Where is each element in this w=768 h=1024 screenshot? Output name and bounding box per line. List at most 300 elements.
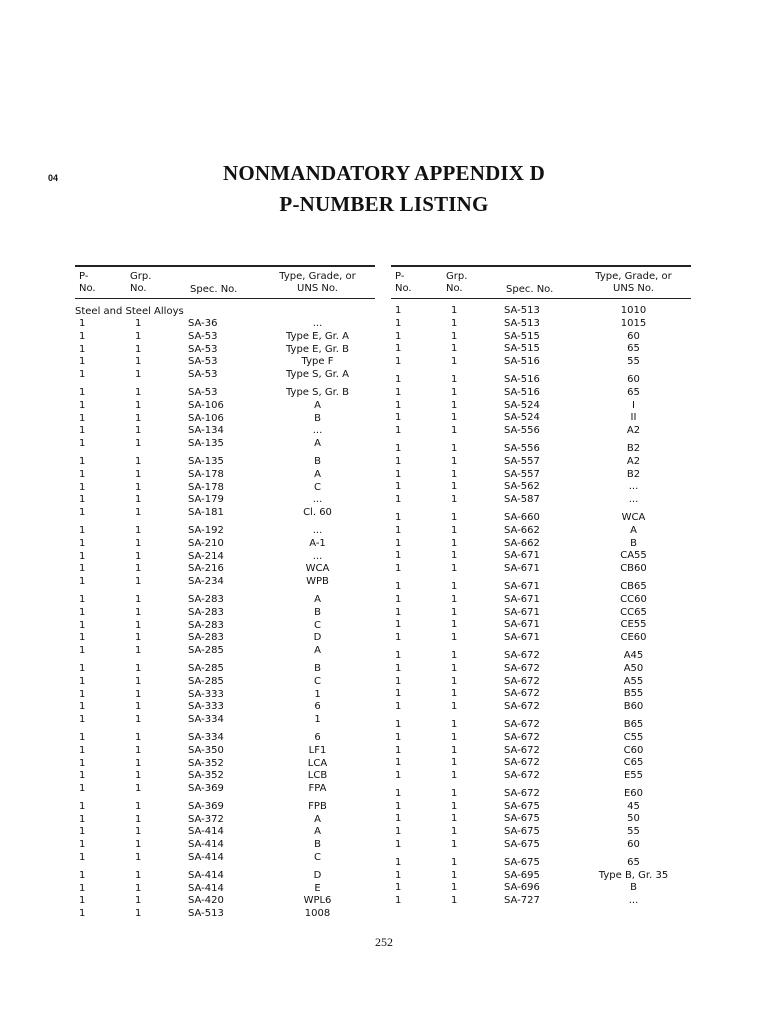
cell-spec-no: SA-334 (188, 731, 224, 743)
cell-type-grade: CC65 (620, 606, 647, 618)
cell-grp-no: 1 (451, 305, 458, 316)
table-row (391, 594, 691, 607)
cell-grp-no: 1 (135, 852, 142, 864)
cell-spec-no: SA-671 (504, 619, 540, 631)
cell-grp-no: 1 (451, 701, 458, 713)
cell-p-no: 1 (395, 813, 402, 825)
table-row (75, 594, 375, 607)
cell-spec-no: SA-662 (504, 537, 540, 549)
cell-grp-no: 1 (135, 632, 142, 644)
cell-type-grade: B2 (626, 468, 641, 480)
cell-type-grade: LF1 (308, 744, 327, 756)
cell-p-no: 1 (395, 330, 402, 342)
cell-grp-no: 1 (451, 550, 458, 562)
appendix-subtitle: P-NUMBER LISTING (279, 192, 489, 216)
cell-spec-no: SA-53 (188, 369, 218, 381)
cell-grp-no: 1 (135, 688, 142, 700)
table-row (391, 701, 691, 714)
cell-type-grade: 1015 (620, 317, 647, 329)
table-row (75, 801, 375, 814)
cell-grp-no: 1 (135, 455, 142, 467)
table-row (75, 826, 375, 839)
cell-spec-no: SA-135 (188, 438, 224, 450)
cell-p-no: 1 (395, 800, 402, 812)
cell-spec-no: SA-134 (188, 425, 224, 437)
cell-grp-no: 1 (135, 895, 142, 907)
cell-p-no: 1 (395, 787, 402, 799)
cell-grp-no: 1 (135, 593, 142, 605)
table-row (75, 732, 375, 745)
right-table (391, 265, 691, 908)
table-row (75, 607, 375, 620)
cell-grp-no: 1 (135, 550, 142, 562)
cell-grp-no: 1 (135, 714, 142, 726)
cell-p-no: 1 (395, 481, 402, 493)
cell-spec-no: SA-53 (188, 386, 218, 398)
cell-spec-no: SA-727 (504, 895, 540, 907)
cell-type-grade: 45 (627, 800, 640, 812)
header-spec-no: Spec. No. (506, 284, 554, 295)
cell-p-no: 1 (79, 619, 86, 631)
cell-grp-no: 1 (135, 537, 142, 549)
table-row (391, 563, 691, 576)
cell-grp-no: 1 (135, 425, 142, 437)
cell-spec-no: SA-178 (188, 481, 224, 493)
cell-type-grade: LCA (307, 757, 328, 769)
section-label: Steel and Steel Alloys (75, 306, 184, 317)
cell-type-grade: 55 (627, 356, 640, 368)
cell-spec-no: SA-179 (188, 494, 224, 506)
cell-grp-no: 1 (451, 524, 458, 536)
cell-type-grade: 55 (627, 826, 640, 838)
table-row (391, 895, 691, 908)
table-row (75, 369, 375, 382)
table-body (75, 318, 375, 921)
cell-p-no: 1 (79, 455, 86, 467)
cell-p-no: 1 (79, 606, 86, 618)
header-grp-no: Grp. No. (446, 271, 468, 294)
cell-spec-no: SA-672 (504, 757, 540, 769)
cell-grp-no: 1 (451, 839, 458, 851)
cell-spec-no: SA-53 (188, 330, 218, 342)
cell-grp-no: 1 (135, 330, 142, 342)
cell-type-grade: WPB (306, 576, 329, 588)
cell-p-no: 1 (395, 442, 402, 454)
table-row (391, 870, 691, 883)
cell-p-no: 1 (395, 606, 402, 618)
cell-p-no: 1 (395, 662, 402, 674)
cell-spec-no: SA-181 (188, 507, 224, 519)
cell-spec-no: SA-695 (504, 869, 540, 881)
table-row (391, 481, 691, 494)
cell-type-grade: C60 (623, 744, 644, 756)
cell-p-no: 1 (395, 305, 402, 316)
header-p-no: P- No. (395, 271, 412, 294)
cell-spec-no: SA-135 (188, 455, 224, 467)
cell-type-grade: LCB (307, 770, 328, 782)
cell-grp-no: 1 (451, 593, 458, 605)
cell-p-no: 1 (79, 731, 86, 743)
table-row (75, 839, 375, 852)
table-row (391, 619, 691, 632)
cell-spec-no: SA-334 (188, 714, 224, 726)
table-row (391, 581, 691, 594)
table-row (391, 343, 691, 356)
cell-grp-no: 1 (135, 563, 142, 575)
header-type-grade: Type, Grade, or UNS No. (279, 271, 356, 294)
cell-p-no: 1 (79, 593, 86, 605)
cell-grp-no: 1 (451, 869, 458, 881)
cell-type-grade: 65 (627, 856, 640, 868)
cell-p-no: 1 (79, 330, 86, 342)
cell-spec-no: SA-352 (188, 757, 224, 769)
cell-grp-no: 1 (135, 576, 142, 588)
cell-type-grade: Type E, Gr. A (286, 330, 349, 342)
cell-spec-no: SA-671 (504, 563, 540, 575)
cell-p-no: 1 (395, 455, 402, 467)
table-row (391, 387, 691, 400)
cell-type-grade: ... (628, 481, 639, 493)
table-row (391, 688, 691, 701)
cell-p-no: 1 (79, 318, 86, 329)
cell-p-no: 1 (79, 714, 86, 726)
cell-type-grade: 1010 (620, 305, 647, 316)
cell-p-no: 1 (79, 537, 86, 549)
table-row (391, 305, 691, 318)
header-spec-no: Spec. No. (190, 284, 238, 295)
cell-type-grade: 65 (627, 386, 640, 398)
cell-grp-no: 1 (451, 895, 458, 907)
table-row (391, 412, 691, 425)
table-row (391, 538, 691, 551)
cell-grp-no: 1 (451, 317, 458, 329)
cell-grp-no: 1 (451, 481, 458, 493)
cell-p-no: 1 (79, 369, 86, 381)
cell-grp-no: 1 (451, 800, 458, 812)
cell-grp-no: 1 (135, 839, 142, 851)
table-header (75, 267, 375, 298)
cell-grp-no: 1 (135, 826, 142, 838)
cell-spec-no: SA-36 (188, 318, 218, 329)
cell-spec-no: SA-672 (504, 675, 540, 687)
table-row (75, 413, 375, 426)
cell-type-grade: 50 (627, 813, 640, 825)
cell-spec-no: SA-662 (504, 524, 540, 536)
cell-p-no: 1 (395, 757, 402, 769)
table-row (391, 839, 691, 852)
cell-type-grade: ... (628, 494, 639, 506)
table-row (391, 632, 691, 645)
cell-type-grade: C65 (623, 757, 644, 769)
cell-grp-no: 1 (451, 580, 458, 592)
table-row (391, 469, 691, 482)
table-row (75, 663, 375, 676)
cell-grp-no: 1 (451, 718, 458, 730)
cell-p-no: 1 (395, 317, 402, 329)
cell-grp-no: 1 (451, 757, 458, 769)
cell-type-grade: A (314, 399, 321, 411)
cell-spec-no: SA-420 (188, 895, 224, 907)
table-row (75, 632, 375, 645)
cell-spec-no: SA-524 (504, 399, 540, 411)
table-row (391, 788, 691, 801)
table-row (75, 507, 375, 520)
cell-spec-no: SA-672 (504, 744, 540, 756)
cell-type-grade: A2 (626, 425, 641, 437)
cell-type-grade: A (314, 468, 321, 480)
cell-spec-no: SA-53 (188, 343, 218, 355)
cell-spec-no: SA-671 (504, 580, 540, 592)
cell-spec-no: SA-515 (504, 343, 540, 355)
cell-grp-no: 1 (451, 537, 458, 549)
table-row (75, 563, 375, 576)
cell-grp-no: 1 (135, 800, 142, 812)
cell-grp-no: 1 (135, 770, 142, 782)
cell-grp-no: 1 (451, 563, 458, 575)
cell-p-no: 1 (395, 373, 402, 385)
table-row (75, 551, 375, 564)
cell-grp-no: 1 (451, 468, 458, 480)
cell-type-grade: A (314, 645, 321, 657)
table-header-rule (75, 298, 375, 299)
table-row (391, 400, 691, 413)
table-row (75, 469, 375, 482)
table-row (75, 620, 375, 633)
cell-spec-no: SA-672 (504, 701, 540, 713)
cell-p-no: 1 (395, 494, 402, 506)
cell-grp-no: 1 (451, 606, 458, 618)
cell-spec-no: SA-672 (504, 770, 540, 782)
cell-grp-no: 1 (451, 455, 458, 467)
cell-p-no: 1 (395, 839, 402, 851)
cell-p-no: 1 (395, 688, 402, 700)
cell-p-no: 1 (395, 511, 402, 523)
cell-grp-no: 1 (135, 662, 142, 674)
cell-type-grade: WCA (305, 563, 330, 575)
cell-grp-no: 1 (451, 412, 458, 424)
cell-spec-no: SA-672 (504, 649, 540, 661)
cell-spec-no: SA-333 (188, 688, 224, 700)
cell-spec-no: SA-192 (188, 524, 224, 536)
cell-type-grade: E55 (623, 770, 644, 782)
table-row (75, 482, 375, 495)
cell-grp-no: 1 (451, 675, 458, 687)
cell-type-grade: Type E, Gr. B (286, 343, 349, 355)
cell-grp-no: 1 (135, 619, 142, 631)
cell-spec-no: SA-672 (504, 688, 540, 700)
cell-p-no: 1 (395, 882, 402, 894)
cell-type-grade: A55 (623, 675, 644, 687)
cell-type-grade: E60 (623, 787, 644, 799)
table-row (391, 512, 691, 525)
table-header-rule (391, 298, 691, 299)
cell-spec-no: SA-178 (188, 468, 224, 480)
cell-grp-no: 1 (451, 425, 458, 437)
table-row (391, 732, 691, 745)
cell-spec-no: SA-696 (504, 882, 540, 894)
cell-p-no: 1 (79, 895, 86, 907)
cell-grp-no: 1 (135, 494, 142, 506)
cell-grp-no: 1 (451, 356, 458, 368)
cell-grp-no: 1 (451, 731, 458, 743)
table-row (75, 870, 375, 883)
cell-type-grade: Type B, Gr. 35 (598, 869, 669, 881)
cell-p-no: 1 (79, 800, 86, 812)
cell-p-no: 1 (395, 869, 402, 881)
cell-type-grade: B65 (623, 718, 644, 730)
cell-p-no: 1 (79, 399, 86, 411)
cell-type-grade: FPB (308, 800, 327, 812)
table-row (391, 770, 691, 783)
cell-grp-no: 1 (135, 507, 142, 519)
cell-p-no: 1 (79, 632, 86, 644)
cell-spec-no: SA-524 (504, 412, 540, 424)
cell-p-no: 1 (79, 869, 86, 881)
cell-type-grade: CE60 (620, 632, 647, 644)
cell-spec-no: SA-283 (188, 632, 224, 644)
table-row (391, 494, 691, 507)
table-row (75, 714, 375, 727)
cell-p-no: 1 (395, 619, 402, 631)
cell-p-no: 1 (79, 524, 86, 536)
cell-p-no: 1 (395, 550, 402, 562)
cell-type-grade: ... (628, 895, 639, 907)
cell-spec-no: SA-234 (188, 576, 224, 588)
table-row (391, 719, 691, 732)
cell-p-no: 1 (395, 580, 402, 592)
cell-spec-no: SA-414 (188, 882, 224, 894)
cell-spec-no: SA-372 (188, 813, 224, 825)
cell-type-grade: B (314, 662, 321, 674)
revision-marker: 04 (48, 173, 59, 183)
cell-spec-no: SA-513 (188, 908, 224, 920)
table-row (75, 814, 375, 827)
header-type-grade: Type, Grade, or UNS No. (595, 271, 672, 294)
cell-grp-no: 1 (451, 688, 458, 700)
table-row (391, 663, 691, 676)
cell-spec-no: SA-516 (504, 356, 540, 368)
cell-spec-no: SA-283 (188, 619, 224, 631)
cell-p-no: 1 (395, 386, 402, 398)
table-row (75, 438, 375, 451)
cell-p-no: 1 (395, 895, 402, 907)
cell-p-no: 1 (79, 438, 86, 450)
cell-spec-no: SA-557 (504, 455, 540, 467)
cell-spec-no: SA-106 (188, 412, 224, 424)
cell-grp-no: 1 (135, 481, 142, 493)
cell-type-grade: II (630, 412, 637, 424)
cell-type-grade: 6 (314, 701, 321, 713)
cell-grp-no: 1 (451, 813, 458, 825)
cell-grp-no: 1 (135, 318, 142, 329)
cell-type-grade: 60 (627, 330, 640, 342)
cell-p-no: 1 (395, 632, 402, 644)
cell-p-no: 1 (395, 425, 402, 437)
cell-p-no: 1 (79, 425, 86, 437)
cell-type-grade: Type S, Gr. A (286, 369, 349, 381)
table-header (391, 267, 691, 298)
cell-grp-no: 1 (135, 399, 142, 411)
cell-p-no: 1 (79, 576, 86, 588)
cell-spec-no: SA-587 (504, 494, 540, 506)
cell-type-grade: FPA (308, 783, 327, 795)
cell-p-no: 1 (395, 524, 402, 536)
cell-p-no: 1 (79, 908, 86, 920)
cell-grp-no: 1 (135, 386, 142, 398)
cell-grp-no: 1 (451, 632, 458, 644)
cell-grp-no: 1 (451, 649, 458, 661)
header-grp-no: Grp. No. (130, 271, 152, 294)
table-row (391, 826, 691, 839)
cell-type-grade: A-1 (309, 537, 326, 549)
cell-p-no: 1 (395, 537, 402, 549)
cell-type-grade: 65 (627, 343, 640, 355)
cell-spec-no: SA-283 (188, 606, 224, 618)
cell-grp-no: 1 (451, 662, 458, 674)
cell-spec-no: SA-369 (188, 800, 224, 812)
table-row (75, 525, 375, 538)
cell-type-grade: B (630, 882, 637, 894)
cell-p-no: 1 (79, 356, 86, 368)
table-row (391, 650, 691, 663)
cell-type-grade: A (314, 438, 321, 450)
cell-spec-no: SA-556 (504, 425, 540, 437)
cell-p-no: 1 (395, 718, 402, 730)
cell-p-no: 1 (395, 770, 402, 782)
table-row (75, 456, 375, 469)
cell-type-grade: A (314, 826, 321, 838)
cell-p-no: 1 (79, 494, 86, 506)
cell-spec-no: SA-513 (504, 317, 540, 329)
cell-type-grade: ... (312, 318, 323, 329)
cell-p-no: 1 (395, 701, 402, 713)
cell-spec-no: SA-675 (504, 800, 540, 812)
cell-grp-no: 1 (451, 744, 458, 756)
cell-type-grade: 1008 (304, 908, 331, 920)
table-row (391, 801, 691, 814)
cell-type-grade: ... (312, 550, 323, 562)
cell-type-grade: CA55 (620, 550, 647, 562)
cell-p-no: 1 (79, 481, 86, 493)
table-row (75, 400, 375, 413)
cell-grp-no: 1 (451, 494, 458, 506)
cell-spec-no: SA-414 (188, 826, 224, 838)
cell-p-no: 1 (79, 412, 86, 424)
table-row (75, 576, 375, 589)
cell-spec-no: SA-556 (504, 442, 540, 454)
table-row (75, 318, 375, 331)
table-row (75, 676, 375, 689)
cell-spec-no: SA-671 (504, 593, 540, 605)
cell-type-grade: C (314, 481, 321, 493)
left-table (75, 265, 375, 921)
table-row (391, 757, 691, 770)
cell-p-no: 1 (395, 412, 402, 424)
cell-spec-no: SA-675 (504, 826, 540, 838)
cell-p-no: 1 (79, 744, 86, 756)
cell-p-no: 1 (395, 593, 402, 605)
cell-type-grade: 6 (314, 731, 321, 743)
cell-spec-no: SA-516 (504, 373, 540, 385)
cell-type-grade: B (314, 606, 321, 618)
cell-p-no: 1 (79, 645, 86, 657)
table-row (391, 607, 691, 620)
cell-grp-no: 1 (135, 468, 142, 480)
cell-grp-no: 1 (135, 412, 142, 424)
cell-grp-no: 1 (135, 524, 142, 536)
cell-grp-no: 1 (451, 856, 458, 868)
table-row (391, 676, 691, 689)
